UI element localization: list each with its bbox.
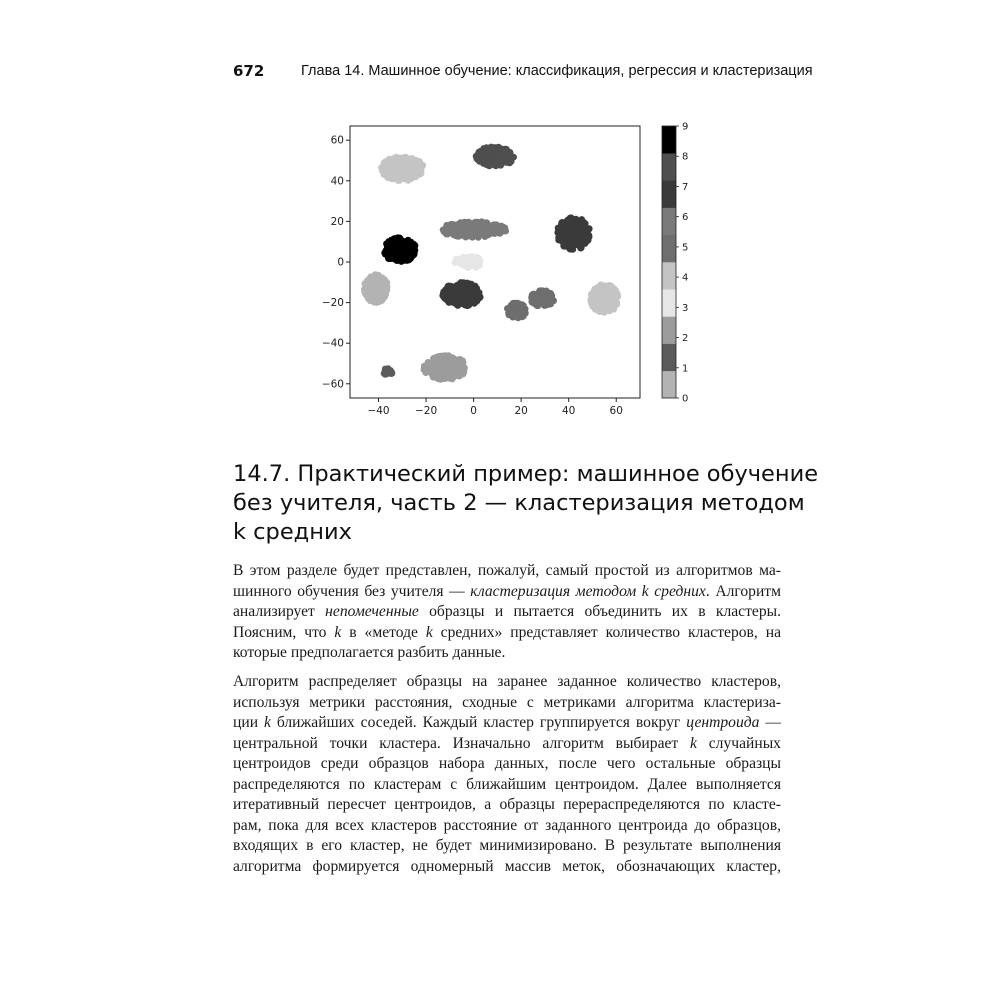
text-line: входящих в его кластер, не будет минимизировано. В результате выполнения [233, 837, 781, 854]
x-tick-label: 20 [514, 405, 528, 417]
tsne-scatter-figure [320, 118, 700, 424]
scatter-point [418, 163, 425, 170]
scatter-point [396, 256, 403, 263]
scatter-point [476, 227, 483, 234]
y-tick-label: −20 [321, 297, 344, 310]
scatter-point [437, 372, 444, 379]
scatter-point [442, 352, 449, 359]
scatter-point [403, 176, 410, 183]
scatter-point [384, 167, 391, 174]
scatter-point [488, 230, 495, 237]
scatter-point [576, 223, 583, 230]
scatter-point [463, 220, 470, 227]
y-tick-label: 20 [330, 215, 344, 228]
x-axis [367, 398, 622, 417]
x-tick-label: 0 [470, 405, 477, 417]
scatter-point [509, 310, 516, 317]
scatter-point [392, 161, 399, 168]
x-tick-label: 60 [609, 405, 623, 417]
colorbar-tick-label: 9 [682, 121, 689, 133]
scatter-point [412, 247, 419, 254]
paragraph-intro [233, 561, 781, 664]
colorbar-tick-label: 0 [682, 393, 689, 405]
scatter-point [456, 356, 463, 363]
scatter-point [568, 246, 575, 253]
text-line: используя метрики расстояния, сходные с метриками алгоритма кластеризa- [233, 693, 781, 711]
scatter-point [472, 298, 479, 305]
scatter-point [445, 284, 452, 291]
scatter-point [454, 221, 461, 228]
colorbar-swatch [662, 289, 676, 317]
text-line: ции k ближайших соседей. Каждый кластер группируется вокруг центроида — [233, 714, 781, 731]
text-line: распределяются по кластерам с ближайшим центроидом. Далее выполняется [233, 775, 781, 793]
scatter-point [474, 155, 481, 162]
scatter-point [482, 233, 489, 240]
scatter-point [434, 361, 441, 368]
scatter-point [484, 148, 491, 155]
scatter-point [611, 298, 618, 305]
page-number: 672 [233, 62, 265, 80]
colorbar-swatch [662, 153, 676, 181]
x-tick-label: −20 [414, 405, 438, 417]
scatter-point [400, 241, 407, 248]
scatter-point [382, 366, 389, 373]
scatter-point [475, 289, 482, 296]
colorbar-tick-label: 1 [682, 363, 689, 375]
scatter-point [591, 286, 598, 293]
scatter-point [383, 286, 390, 293]
text-line: которые предполагается разбить данные. [233, 644, 506, 661]
scatter-point [449, 291, 456, 298]
colorbar-swatch [662, 235, 676, 262]
colorbar-swatch [662, 371, 676, 399]
scatter-point [503, 159, 510, 166]
y-tick-label: 0 [337, 256, 344, 269]
scatter-point [606, 282, 613, 289]
colorbar-tick-label: 7 [682, 181, 689, 193]
scatter-point [572, 233, 579, 240]
term-centroid: центроида [686, 714, 760, 731]
scatter-point [529, 299, 536, 306]
text-line: итеративный пересчет центроидов, а образцы перераспределяются по класте- [233, 796, 781, 813]
scatter-point [381, 276, 388, 283]
scatter-point [387, 250, 394, 257]
colorbar-swatch [662, 180, 676, 208]
text-line: рам, пока для всех кластеров расстояние от заданного центроида до образцов, [233, 816, 781, 834]
colorbar-swatch [662, 316, 676, 344]
colorbar-swatch [662, 208, 676, 236]
scatter-point [393, 170, 400, 177]
scatter-point [439, 366, 446, 373]
colorbar-swatch [662, 126, 676, 154]
colorbar-tick-label: 8 [682, 151, 689, 163]
scatter-point [583, 238, 590, 245]
scatter-point [409, 155, 416, 162]
scatter-point [476, 258, 483, 265]
x-tick-label: 40 [562, 405, 576, 417]
scatter-point [457, 256, 464, 263]
scatter-point [378, 282, 385, 289]
section-title-line: k средних [233, 519, 352, 545]
text-line: центроидов среди образцов набора данных, после чего остальные образцы [233, 755, 781, 772]
y-axis [322, 135, 350, 391]
term-unlabeled: непомеченные [325, 603, 419, 620]
scatter-point [511, 300, 518, 307]
scatter-point [599, 308, 606, 315]
term-kmeans: кластеризация методом k средних [470, 582, 706, 600]
text-line: В этом разделе будет представлен, пожалуй, самый простой из алгоритмов ма- [233, 562, 781, 579]
y-tick-label: −40 [321, 337, 344, 350]
scatter-point [403, 162, 410, 169]
scatter-point [367, 297, 374, 304]
text-line: Алгоритм распределяет образцы на заранее заданное количество кластеров, [233, 673, 781, 690]
scatter-point [589, 298, 596, 305]
scatter-point [558, 233, 565, 240]
scatter-point [446, 363, 453, 370]
section-title [233, 460, 819, 547]
section-title-line: без учителя, часть 2 — кластеризация методом [233, 490, 805, 516]
colorbar-swatch [662, 262, 676, 290]
scatter-point [444, 224, 451, 231]
scatter-point [577, 242, 584, 249]
colorbar-tick-label: 4 [682, 272, 689, 284]
scatter-point [494, 226, 501, 233]
scatter-point [460, 371, 467, 378]
scatter-point [467, 257, 474, 264]
colorbar-tick-label: 5 [682, 242, 689, 254]
scatter-point [379, 296, 386, 303]
text-line: алгоритма формируется одномерный массив меток, обозначающих кластер, [233, 857, 781, 875]
scatter-point [424, 364, 431, 371]
colorbar-swatch [662, 344, 676, 372]
scatter-point [449, 299, 456, 306]
colorbar-tick-label: 2 [682, 333, 689, 345]
section-title-line: 14.7. Практический пример: машинное обучение [233, 461, 819, 487]
colorbar [662, 122, 688, 405]
scatter-point [502, 228, 509, 235]
scatter-point [536, 293, 543, 300]
scatter-point [452, 229, 459, 236]
scatter-point [493, 154, 500, 161]
colorbar-tick-label: 3 [682, 302, 689, 314]
scatter-point [393, 237, 400, 244]
y-tick-label: 40 [330, 175, 344, 188]
text-line: Поясним, что k в «методе k средних» представляет количество кластеров, на [233, 623, 781, 641]
y-tick-label: −60 [321, 378, 344, 391]
scatter-point [558, 219, 565, 226]
scatter-point [464, 302, 471, 309]
scatter-point [455, 294, 462, 301]
scatter-point [412, 169, 419, 176]
scatter-point [449, 374, 456, 381]
scatter-point [520, 302, 527, 309]
scatter-point [382, 159, 389, 166]
scatter-point [545, 296, 552, 303]
text-line: шинного обучения без учителя — кластеризация методом k средних. Алгоритм [233, 582, 781, 600]
scatter-point [394, 243, 401, 250]
y-tick-label: 60 [330, 134, 344, 147]
page-header [233, 62, 813, 86]
scatter-point [516, 311, 523, 318]
text-line: анализирует непомеченные образцы и пытается объединить их в кластеры. [233, 603, 781, 620]
x-tick-label: −40 [367, 405, 390, 417]
text-line: центральной точки кластера. Изначально алгоритм выбирает k случайных [233, 734, 781, 752]
scatter-point [614, 291, 621, 298]
paragraph-algorithm [233, 672, 781, 877]
running-title: Глава 14. Машинное обучение: классификация, регрессия и кластеризация [301, 63, 813, 79]
colorbar-tick-label: 6 [682, 212, 689, 224]
scatter-point [385, 238, 392, 245]
scatter-points [361, 144, 621, 383]
scatter-point [384, 174, 391, 181]
scatter-point [466, 228, 473, 235]
scatter-point [485, 161, 492, 168]
scatter-point [562, 243, 569, 250]
scatter-point [504, 148, 511, 155]
